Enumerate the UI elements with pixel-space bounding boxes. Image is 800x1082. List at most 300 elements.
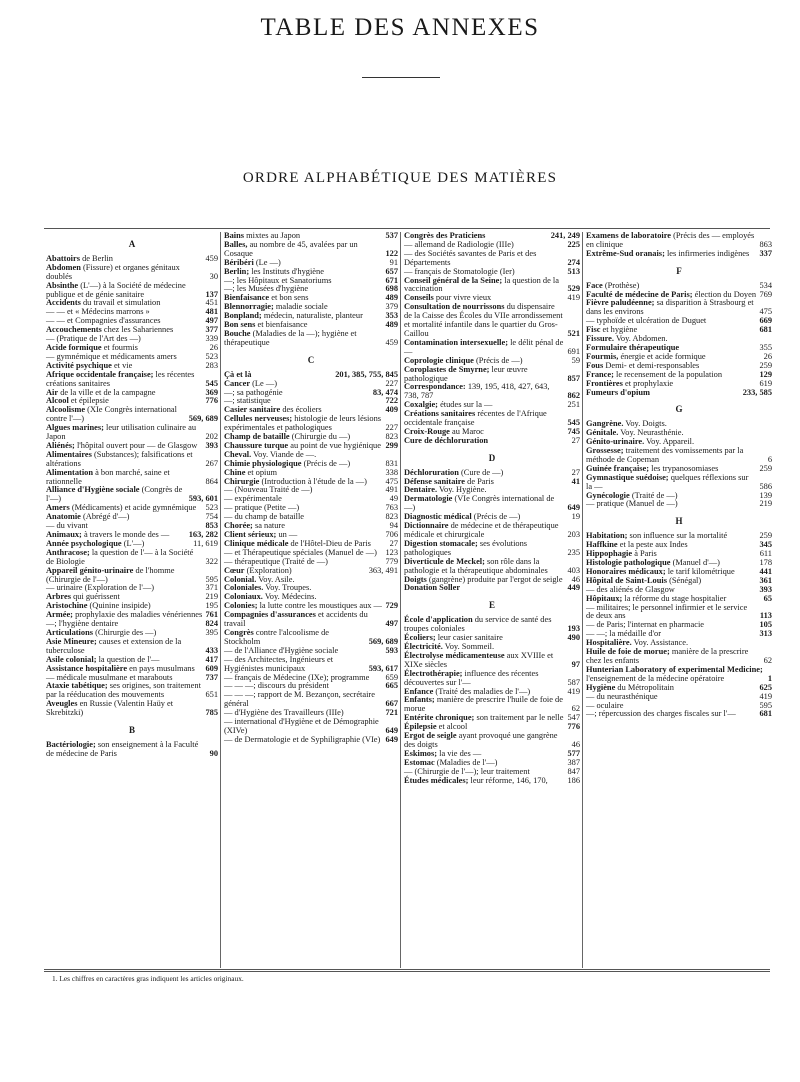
entry-text: sa nature (252, 521, 285, 531)
entry-text: Voy. Médecins. (262, 592, 317, 602)
page-number: 847 (567, 766, 580, 776)
page-number: 353 (385, 311, 398, 321)
index-entry (404, 540, 580, 558)
page-number: 97 (571, 659, 580, 669)
entry-heading: Électrothérapie; (404, 668, 463, 678)
entry-text: 139, 195, 418, 427, 643, 738, 787 (404, 382, 550, 401)
index-entry (224, 330, 398, 348)
entry-text: la lutte contre les moustiques aux — (257, 601, 382, 611)
entry-heading: Appareil génito-urinaire (46, 565, 134, 575)
page-number: 361 (759, 575, 772, 585)
entry-text: Voy. Sommeil. (442, 641, 495, 651)
page-number: 219 (759, 499, 772, 509)
page-number: 545 (205, 378, 218, 388)
page-title: TABLE DES ANNEXES (260, 14, 540, 41)
page-number: 433 (205, 645, 218, 655)
entry-heading: Gymnastique suédoise; (586, 472, 669, 482)
entry-text: de Berlin (79, 253, 113, 263)
entry-text: énergie et acide formique (618, 351, 706, 361)
entry-text: — thérapeutique (Traité de —) (224, 556, 328, 566)
page-number: 625 (759, 682, 772, 692)
entry-text: un — (276, 530, 298, 539)
entry-text: (Chirurgie des —) (93, 627, 157, 637)
entry-heading: Hunterian Laboratory of experimental Medicine; (586, 664, 763, 674)
entry-text: Voy. Asile. (256, 574, 295, 584)
index-entry (224, 718, 398, 736)
page-number: 27 (571, 435, 580, 445)
page-number: 186 (567, 775, 580, 785)
entry-text: son rôle dans la pathologie et la thérapeutique abdominales (404, 556, 548, 575)
entry-text: (Sénégal) (666, 575, 702, 585)
entry-text: de médecine et de thérapeutique médicale et chirurgicale (404, 521, 559, 539)
page-number: 449 (567, 583, 580, 593)
index-entry (586, 648, 772, 666)
page-number: 26 (763, 351, 772, 361)
page-number: 94 (389, 521, 398, 531)
index-entry (224, 691, 398, 709)
page-number: 649 (567, 503, 580, 513)
entry-heading: Armée; (46, 610, 73, 620)
entry-text: le délit pénal de — (404, 337, 564, 356)
index-entry (224, 611, 398, 629)
entry-text: Voy. Troupes. (263, 583, 312, 593)
index-entry (46, 682, 218, 700)
entry-text: (Cure de —) (458, 467, 504, 477)
page-number: 137 (205, 289, 218, 299)
entry-heading: Afrique occidentale française; (46, 369, 154, 379)
entry-heading: Bactériologie; (46, 739, 96, 749)
entry-text: sa disparition à Strasbourg et dans les environs (586, 298, 754, 317)
page-number: 113 (759, 611, 772, 621)
entry-text: — médicale musulmane et marabouts (46, 672, 173, 682)
index-entry (404, 339, 580, 357)
page-number: 534 (759, 280, 772, 290)
page-number: 409 (385, 405, 398, 415)
page-number: 122 (385, 248, 398, 258)
entry-text: (Introduction à l'étude de la —) (259, 476, 367, 486)
page-number: 537 (385, 231, 398, 240)
entry-heading: Alimentation (46, 467, 93, 477)
index-entry (404, 410, 580, 428)
entry-list-c (224, 371, 398, 745)
entry-text: — urinaire (Exploration de l'—) (46, 583, 155, 593)
index-entry (46, 549, 218, 567)
entry-text: aux XVIIIe et XIXe siècles (404, 650, 554, 669)
entry-heading: Cheval. (224, 449, 252, 459)
entry-text: la question de la vaccination (404, 275, 559, 294)
entry-heading: Correspondance: (404, 382, 466, 392)
index-entry (404, 616, 580, 634)
index-entry (46, 406, 218, 424)
index-entry (46, 451, 218, 469)
page-number: 387 (567, 757, 580, 767)
page-number: 619 (759, 378, 772, 388)
page-number: 722 (385, 396, 398, 406)
entry-list-g (586, 420, 772, 509)
page-number: 259 (759, 531, 772, 541)
entry-text: (Fissure) et organes génitaux doublés (46, 262, 180, 281)
entry-heading: École d'application (404, 615, 473, 625)
entry-list-e-cont (586, 232, 772, 259)
entry-heading: Chorée; (224, 521, 253, 531)
page-number: 595 (759, 700, 772, 710)
index-entry (586, 250, 772, 259)
page-number: 824 (205, 619, 218, 629)
page-number: 403 (567, 565, 580, 575)
page-number: 299 (385, 440, 398, 450)
entry-heading: Génitale. (586, 428, 619, 438)
entry-heading: Défense sanitaire (404, 476, 466, 486)
section-letter-c: C (307, 354, 315, 365)
entry-text: qui guérissent (70, 592, 120, 602)
entry-text: (Manuel d'—) (670, 558, 720, 567)
page-number: 46 (571, 739, 580, 749)
entry-heading: Hippophagie (586, 549, 633, 559)
page-number: 6 (767, 454, 772, 464)
entry-heading: Assistance hospitalière (46, 663, 128, 673)
index-entry (404, 366, 580, 384)
entry-text: (Précis des — employés en clinique (586, 231, 755, 249)
page-number: 490 (567, 633, 580, 643)
page-number: 651 (205, 690, 218, 700)
page-number: 371 (205, 583, 218, 593)
entry-text: — expérimentale (224, 494, 282, 504)
entry-heading: Congrès des Praticiens (404, 231, 486, 240)
entry-heading: Électrolyse médicamenteuse (404, 650, 505, 660)
entry-heading: Dermatologie (404, 494, 453, 504)
entry-heading: Aristochine (46, 601, 88, 611)
page-number: 547 (567, 713, 580, 723)
page-number: 451 (205, 298, 218, 308)
entry-heading: Cellules nerveuses; (224, 414, 293, 424)
page-number: 201, 385, 755, 845 (335, 369, 398, 379)
entry-text: leur œuvre pathologique (404, 364, 528, 383)
entry-heading: Béribéri (224, 257, 254, 267)
index-entry (404, 383, 580, 401)
page-number: 489 (385, 320, 398, 330)
index-entry (404, 584, 580, 593)
page-number: 459 (385, 337, 398, 347)
entry-text: — des Architectes, Ingénieurs et Hygiénistes municipaux (224, 654, 334, 673)
entry-text: au Maroc (449, 426, 484, 436)
entry-text: leur utilisation culinaire au Japon (46, 423, 197, 442)
page-number: 523 (205, 351, 218, 361)
entry-text: Voy. Neurasthénie. (618, 428, 684, 438)
page-number: 393 (759, 584, 772, 594)
entry-heading: Anatomie (46, 512, 81, 522)
entry-heading: Aliénés; (46, 440, 75, 450)
title-rule (362, 77, 440, 78)
page-number: 611 (759, 549, 772, 559)
entry-heading: Chaussure turque (224, 440, 289, 450)
entry-text: pour vivre vieux (433, 293, 492, 303)
entry-text: — et Thérapeutique spéciales (Manuel de —) (224, 547, 377, 557)
entry-text: (Chirurgie du —) (289, 432, 351, 442)
entry-text: ayant provoqué une gangrène des doigts (404, 731, 558, 749)
entry-text: —; les Hôpitaux et Sanatoriums (224, 275, 332, 285)
entry-heading: France; (586, 369, 614, 379)
page-number: 283 (205, 360, 218, 370)
entry-heading: Conseils (404, 293, 434, 303)
index-entry (404, 303, 580, 339)
entry-heading: Honoraires médicaux; (586, 566, 666, 576)
entry-heading: Clinique médicale (224, 538, 289, 548)
index-entry (586, 232, 772, 250)
entry-text: — du champ de bataille (224, 512, 305, 522)
index-entry (46, 282, 218, 300)
index-entry (404, 250, 580, 268)
page-number: 665 (385, 681, 398, 691)
page-number: 219 (205, 592, 218, 602)
page-number: 251 (567, 400, 580, 410)
entry-text: (Précis de —) (301, 458, 351, 468)
index-entry (586, 710, 772, 719)
page-number: 669 (759, 316, 772, 326)
page-number: 369 (205, 387, 218, 397)
entry-heading: Électricité. (404, 641, 443, 651)
entry-text: —; sa pathogénie (224, 387, 283, 397)
page-number: 1 (767, 673, 772, 683)
entry-text: influence des récentes découvertes sur l'— (404, 668, 539, 687)
section-letter-b: B (128, 725, 135, 736)
entry-heading: Donation Soller (404, 583, 461, 593)
entry-text: —; l'hygiène dentaire (46, 619, 119, 629)
bottom-rule-double (44, 971, 770, 972)
page-number: 227 (385, 423, 398, 433)
page-number: 831 (385, 458, 398, 468)
entry-heading: Gynécologie (586, 490, 630, 500)
entry-heading: Face (586, 280, 603, 290)
page-number: 90 (209, 748, 218, 758)
entry-heading: Hygiène (586, 682, 616, 692)
page-number: 691 (567, 346, 580, 356)
entry-text: à travers le monde des — (81, 530, 170, 539)
entry-heading: Acide formique (46, 342, 102, 352)
index-entry (46, 638, 218, 656)
entry-heading: Hôpitaux; (586, 593, 623, 603)
entry-heading: Digestion stomacale; (404, 538, 478, 548)
entry-heading: Habitation; (586, 531, 628, 541)
page-number: 491 (385, 485, 398, 495)
entry-heading: Dictionnaire (404, 521, 449, 531)
entry-list-c-cont (404, 232, 580, 446)
index-column-1 (46, 232, 218, 759)
entry-text: les infirmeries indigènes (664, 248, 750, 258)
entry-text: et la peste aux Indes (617, 540, 688, 550)
entry-heading: Huile de foie de morue; (586, 647, 670, 657)
page-number: 681 (759, 709, 772, 719)
entry-heading: Examens de laboratoire (586, 231, 671, 240)
entry-heading: Compagnies d'assurances (224, 610, 316, 620)
page-number: 178 (759, 558, 772, 567)
entry-text: ses évolutions pathologiques (404, 538, 528, 557)
entry-heading: Études médicales; (404, 775, 469, 785)
page-number: 593 (385, 645, 398, 655)
page-number: 274 (567, 257, 580, 267)
index-entry (404, 277, 580, 295)
entry-text: — pratique (Manuel de —) (586, 499, 678, 509)
page-number: 776 (567, 722, 580, 732)
entry-text: la réforme du stage hospitalier (622, 593, 727, 603)
entry-text: de la ville et de la campagne (58, 387, 156, 397)
page-number: 769 (759, 289, 772, 299)
entry-text: Voy. Hygiène. (437, 485, 487, 495)
page-number: 545 (567, 418, 580, 428)
page-number: 779 (385, 556, 398, 566)
entry-heading: Asile colonial; (46, 654, 97, 664)
entry-heading: Animaux; (46, 530, 82, 539)
entry-text: et épilepsie (68, 396, 109, 406)
page-number: 657 (385, 266, 398, 276)
page-number: 729 (385, 601, 398, 611)
page-number: 49 (389, 494, 398, 504)
entry-text: et hygiène (600, 325, 638, 335)
page-number: 419 (567, 686, 580, 696)
entry-heading: Extrême-Sud oranais; (586, 248, 665, 258)
column-divider (220, 232, 221, 968)
page-number: 761 (205, 610, 218, 620)
entry-text: causes et extension de la tuberculose (46, 636, 182, 655)
index-entry (404, 495, 580, 513)
page-number: 337 (759, 248, 772, 258)
page-number: 593, 617 (368, 663, 398, 673)
entry-heading: Alcool (46, 396, 69, 406)
entry-text: études sur la — (437, 400, 493, 410)
entry-heading: Eskimos; (404, 748, 438, 758)
page-number: 393 (205, 440, 218, 450)
entry-text: de l'Hôtel-Dieu de Paris (288, 538, 371, 548)
entry-heading: Çà et là (224, 369, 252, 379)
page-number: 105 (759, 620, 772, 630)
entry-heading: Ataxie tabétique; (46, 681, 108, 691)
entry-heading: Accidents (46, 298, 81, 308)
page-number: 193 (567, 624, 580, 634)
entry-text: de l'homme (Chirurgie de l'—) (46, 565, 175, 584)
entry-heading: Conseil général de la Seine; (404, 275, 503, 285)
entry-list-h (586, 532, 772, 719)
entry-heading: Arbres (46, 592, 71, 602)
entry-text: et opium (245, 467, 278, 477)
entry-text: — — et « Médecins marrons » (46, 307, 150, 317)
entry-text: — — —; discours du président (224, 681, 329, 691)
entry-text: (Le —) (253, 257, 281, 267)
entry-text: la question de l'— à la Société de Biologie (46, 547, 194, 566)
entry-text: au point de vue hygiénique (288, 440, 381, 450)
entry-heading: Guinée française; (586, 463, 650, 473)
entry-text: l'hôpital ouvert pour — de Glasgow (74, 440, 198, 450)
entry-text: (Maladies de la —); hygiène et thérapeutique (224, 328, 357, 347)
page-number: 123 (385, 547, 398, 557)
entry-text: les trypanosomiases (649, 463, 719, 473)
index-entry (586, 299, 772, 317)
entry-text: en pays musulmans (127, 663, 195, 673)
entry-text: mixtes au Japon (244, 231, 301, 240)
section-letter-g: G (675, 404, 683, 415)
entry-heading: Anthracose; (46, 547, 90, 557)
page-number: 195 (205, 601, 218, 611)
index-entry (224, 629, 398, 647)
index-entry (404, 732, 580, 750)
entry-heading: Coloniales. (224, 583, 264, 593)
entry-heading: Grossesse; (586, 446, 624, 456)
page-number: 681 (759, 325, 772, 335)
entry-text: élection du Doyen (692, 289, 757, 299)
page-number: 776 (205, 396, 218, 406)
page-number: 569, 689 (368, 636, 398, 646)
page-number: 523 (205, 503, 218, 513)
page-number: 267 (205, 458, 218, 468)
entry-list-d (404, 469, 580, 594)
entry-heading: Coloniaux. (224, 592, 263, 602)
page-number: 62 (571, 704, 580, 714)
entry-text: —; les Musées d'hygiène (224, 284, 309, 294)
entry-text: traitement des vomissements par la méthode de Copeman (586, 446, 744, 464)
entry-text: et alcool (436, 722, 468, 732)
entry-text: (Congrès de l'—) (46, 485, 183, 504)
entry-text: — pratique (Petite —) (224, 503, 300, 513)
entry-text: les Instituts d'hygiène (249, 266, 324, 276)
entry-text: (Exploration) (244, 565, 292, 575)
entry-text: (Traité de —) (629, 490, 678, 500)
bottom-rule (44, 969, 770, 970)
page-number: 745 (567, 426, 580, 436)
page-number: 26 (209, 342, 218, 352)
page-number: 497 (205, 316, 218, 326)
entry-text: de Paris (465, 476, 494, 486)
entry-text: à bon marché, saine et rationnelle (46, 467, 170, 486)
entry-heading: Air (46, 387, 59, 397)
page-number: 65 (763, 593, 772, 603)
entry-heading: Congrès (224, 627, 254, 637)
entry-heading: Asie Mineure; (46, 636, 97, 646)
entry-text: (VIe Congrès international de —) (404, 494, 555, 513)
page-number: 862 (567, 391, 580, 401)
page-number: 419 (567, 293, 580, 303)
entry-text: — — et Compagnies d'assurances (46, 316, 161, 326)
page-number: 345 (759, 540, 772, 550)
entry-heading: Chirurgie (224, 476, 260, 486)
index-entry (46, 700, 218, 718)
page-number: 659 (385, 672, 398, 682)
page-number: 706 (385, 530, 398, 539)
page-number: 417 (205, 654, 218, 664)
page-number: 259 (759, 360, 772, 370)
page-number: 19 (571, 512, 580, 522)
entry-heading: Doigts (404, 574, 427, 584)
entry-text: (Quinine insipide) (87, 601, 151, 611)
index-entry (586, 604, 772, 622)
page-number: 823 (385, 432, 398, 442)
entry-heading: Abattoirs (46, 253, 80, 263)
entry-text: — allemand de Radiologie (IIIe) (404, 239, 514, 249)
entry-list-b (46, 741, 218, 759)
entry-text: du dispensaire de la Caisse des Écoles du VIIe arrondissement et mortalité infantile dans le quartier du Gros-Caillou (404, 302, 563, 338)
entry-text: — oculaire (586, 700, 624, 710)
index-entry (586, 666, 772, 684)
page-number: 363, 491 (368, 565, 398, 575)
page-number: 313 (759, 629, 772, 639)
entry-heading: Aveugles (46, 699, 78, 709)
entry-text: — (Pratique de l'Art des —) (46, 334, 141, 344)
page-number: 139 (759, 490, 772, 500)
page-number: 11, 619 (193, 538, 218, 548)
entry-heading: Frontières (586, 378, 623, 388)
page-number: 227 (385, 378, 398, 388)
page-number: 41 (571, 476, 580, 486)
entry-text: — (Nouveau Traité de —) (224, 485, 313, 495)
entry-heading: Articulations (46, 627, 93, 637)
page-number: 30 (209, 271, 218, 281)
